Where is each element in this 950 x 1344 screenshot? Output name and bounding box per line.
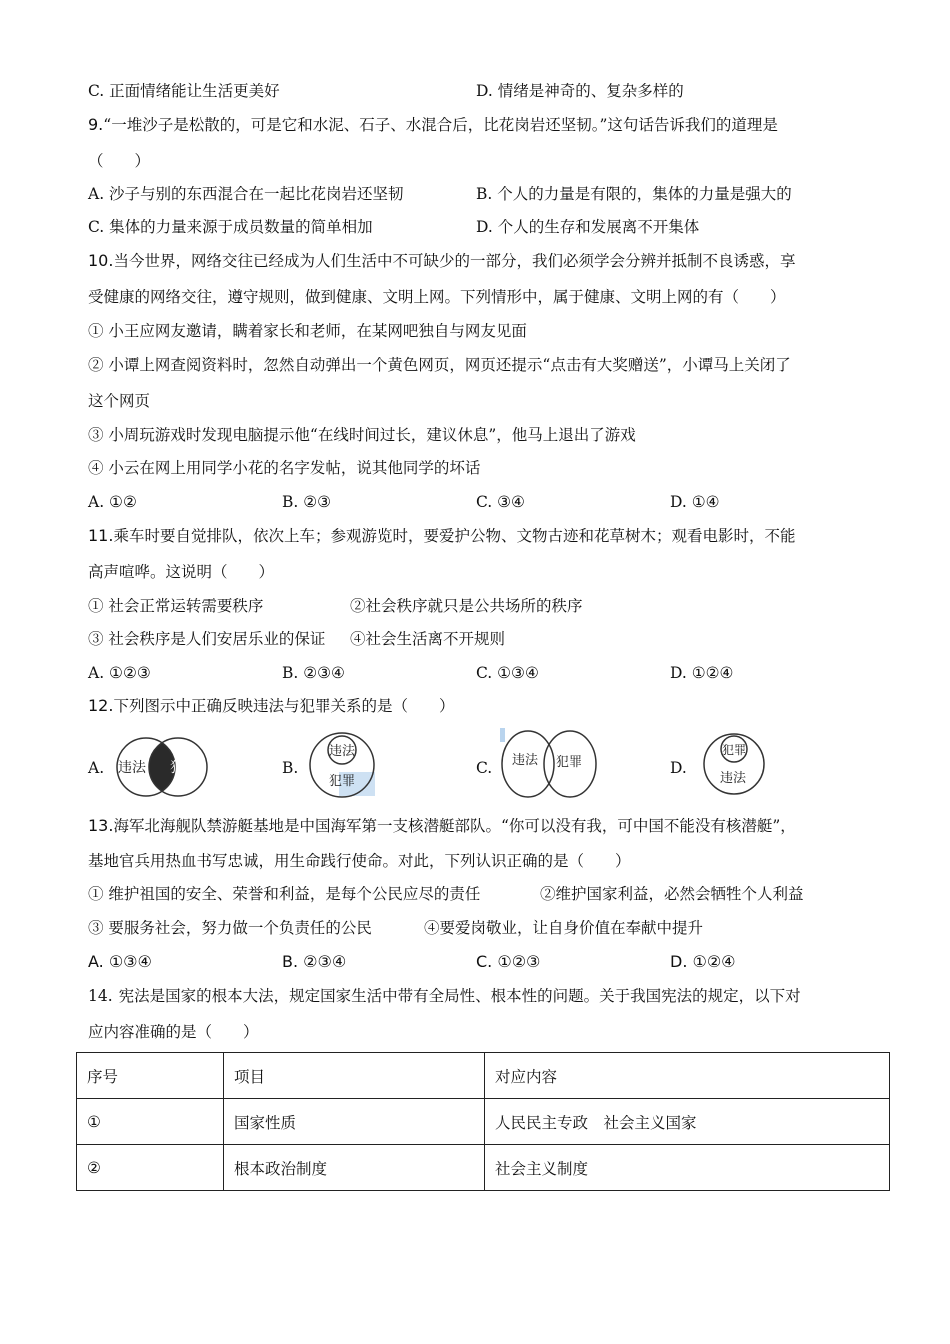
q12-number: 12. [88,696,114,715]
q10-statement-2-cont: 这个网页 [88,392,151,410]
q11-statement-3: ③ 社会秩序是人们安居乐业的保证 [88,630,326,648]
q12-text: 下列图示中正确反映违法与犯罪关系的是（ ） [113,697,455,715]
q12-d-label-fanzui: 犯罪 [722,743,747,757]
table-cell: ② [77,1145,224,1191]
q13-statement-4: ④要爱岗敬业，让自身价值在奉献中提升 [424,919,704,937]
table-row [77,1145,890,1191]
table-header-row [77,1053,890,1099]
q13-stem-line1 [88,815,796,837]
table-cell: 社会主义制度 [485,1145,890,1191]
q9-bracket: （ ） [88,152,151,170]
q12-b-label-fanzui: 犯罪 [329,774,356,789]
table-header-cell: 项目 [224,1053,485,1099]
q13-option-b: B. ②③④ [282,952,347,971]
q14-text-1: 宪法是国家的根本大法，规定国家生活中带有全局性、根本性的问题。关于我国宪法的规定，以下对 [118,987,801,1005]
q8-option-c: C. 正面情绪能让生活更美好 [88,82,280,100]
q14-stem-line1 [88,985,801,1007]
q12-diagram-c [498,726,606,802]
q11-statement-2: ②社会秩序就只是公共场所的秩序 [350,597,583,615]
q11-statement-4: ④社会生活离不开规则 [350,630,506,648]
q12-a-label-fanzui: 犯罪 [170,760,198,776]
q12-d-label-weifa: 违法 [720,771,747,786]
q9-option-c: C. 集体的力量来源于成员数量的简单相加 [88,218,373,236]
q10-stem-line2: 受健康的网络交往，遵守规则，做到健康、文明上网。下列情形中，属于健康、文明上网的有（ ） [88,288,786,306]
table-header-cell: 对应内容 [485,1053,890,1099]
q9-option-d: D. 个人的生存和发展离不开集体 [476,218,700,236]
table-row [77,1099,890,1145]
q9-option-a: A. 沙子与别的东西混合在一起比花岗岩还坚韧 [88,185,404,203]
q12-b-label-weifa: 违法 [329,744,356,759]
q12-diagram-b [305,728,385,800]
q10-option-b: B. ②③ [282,493,332,511]
q14-number: 14. [88,987,113,1005]
q12-option-c: C. [476,759,493,777]
q12-option-a: A. [88,759,105,777]
q13-option-c: C. ①②③ [476,952,541,971]
q12-diagram-a [112,732,212,802]
q12-stem [88,695,454,717]
q10-number: 10. [88,251,114,270]
q10-statement-4: ④ 小云在网上用同学小花的名字发帖，说其他同学的坏话 [88,459,481,477]
q11-text-1: 乘车时要自觉排队，依次上车；参观游览时，要爱护公物、文物古迹和花草树木；观看电影时，不能 [113,527,796,545]
q10-option-a: A. ①② [88,493,137,511]
q8-option-d: D. 情绪是神奇的、复杂多样的 [476,82,684,100]
q10-option-c: C. ③④ [476,493,525,511]
q11-number: 11. [88,526,114,545]
q11-option-a: A. ①②③ [88,664,151,682]
q11-option-c: C. ①③④ [476,664,539,682]
q13-number: 13. [88,816,114,835]
q11-stem-line1 [88,525,795,547]
q11-stem-line2: 高声喧哗。这说明（ ） [88,563,275,581]
q10-option-d: D. ①④ [670,493,720,511]
q13-stem-line2: 基地官兵用热血书写忠诚，用生命践行使命。对此，下列认识正确的是（ ） [88,852,631,870]
table-cell: ① [77,1099,224,1145]
q9-option-b: B. 个人的力量是有限的，集体的力量是强大的 [476,185,792,203]
q11-option-d: D. ①②④ [670,664,734,682]
q10-statement-1: ① 小王应网友邀请，瞒着家长和老师，在某网吧独自与网友见面 [88,322,527,340]
q10-statement-3: ③ 小周玩游戏时发现电脑提示他“在线时间过长，建议休息”，他马上退出了游戏 [88,426,636,444]
q10-stem-line1 [88,250,795,272]
q10-statement-2: ② 小谭上网查阅资料时，忽然自动弹出一个黄色网页，网页还提示“点击有大奖赠送”，小谭马上关闭了 [88,356,791,374]
q12-diagram-d [700,728,770,798]
q11-option-b: B. ②③④ [282,664,345,682]
q13-option-a: A. ①③④ [88,952,152,971]
q12-c-scan-mark [500,728,505,742]
q12-option-b: B. [282,759,299,777]
q13-statement-1: ① 维护祖国的安全、荣誉和利益，是每个公民应尽的责任 [88,885,481,903]
q13-statement-2: ②维护国家利益，必然会牺牲个人利益 [540,885,804,903]
q13-option-d: D. ①②④ [670,952,736,971]
q9-number: 9. [88,115,104,134]
table-cell: 根本政治制度 [224,1145,485,1191]
table-cell: 国家性质 [224,1099,485,1145]
q14-table [76,1052,890,1191]
q14-stem-line2: 应内容准确的是（ ） [88,1023,259,1041]
q9-text: “一堆沙子是松散的，可是它和水泥、石子、水混合后，比花岗岩还坚韧。”这句话告诉我们的道理是 [103,116,778,134]
q9-stem [88,114,778,136]
q10-text-1: 当今世界，网络交往已经成为人们生活中不可缺少的一部分，我们必须学会分辨并抵制不良诱惑，享 [113,252,796,270]
q13-text-1: 海军北海舰队禁游艇基地是中国海军第一支核潜艇部队。“你可以没有我，可中国不能没有核潜艇”， [113,817,796,835]
q12-a-label-weifa: 违法 [118,760,146,776]
q12-c-label-weifa: 违法 [512,753,539,768]
table-cell: 人民民主专政 社会主义国家 [485,1099,890,1145]
q12-c-label-fanzui: 犯罪 [556,755,583,770]
q12-option-d: D. [670,759,687,777]
q13-statement-3: ③ 要服务社会，努力做一个负责任的公民 [88,919,372,937]
q11-statement-1: ① 社会正常运转需要秩序 [88,597,264,615]
table-header-cell: 序号 [77,1053,224,1099]
